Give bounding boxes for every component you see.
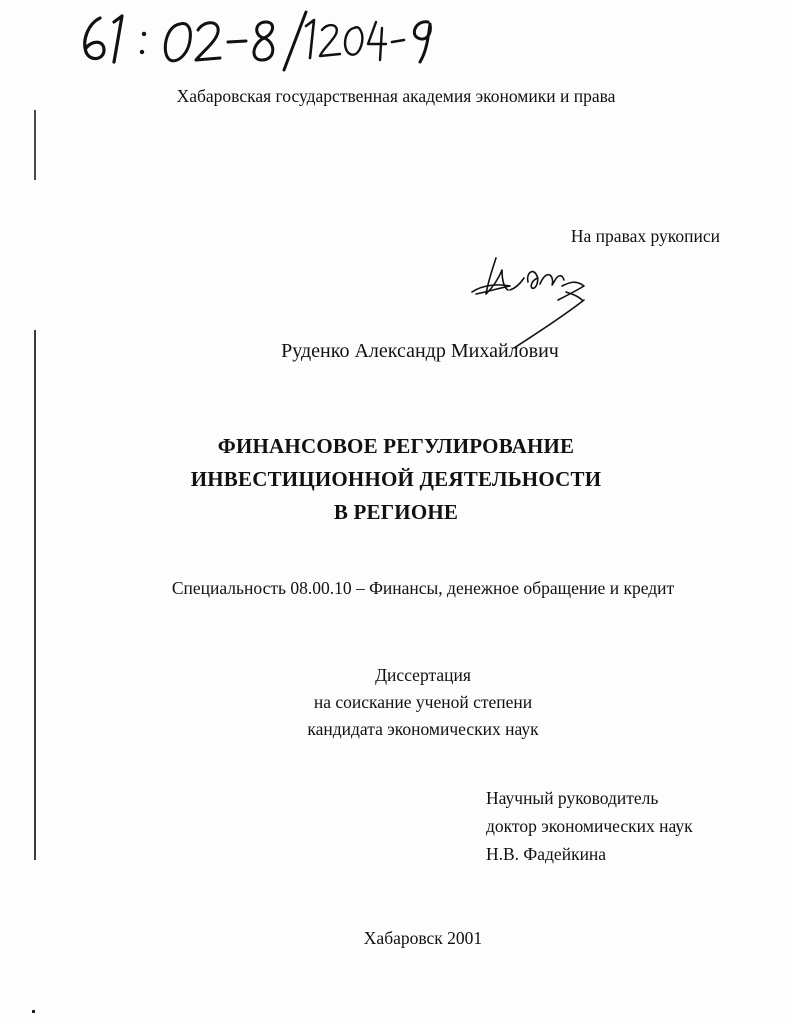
supervisor-name: Н.В. Фадейкина <box>486 844 607 864</box>
dissertation-title <box>0 430 792 529</box>
degree-line: на соискание ученой степени <box>313 692 533 712</box>
supervisor-role: Научный руководитель <box>486 788 659 808</box>
title-line: ИНВЕСТИЦИОННОЙ ДЕЯТЕЛЬНОСТИ <box>190 467 602 491</box>
city-and-year: Хабаровск 2001 <box>363 928 483 948</box>
author-name: Руденко Александр Михайлович <box>281 340 559 362</box>
author-signature <box>466 244 596 354</box>
scan-binding-edge <box>34 110 36 180</box>
handwritten-archive-number <box>70 4 450 74</box>
degree-statement <box>0 662 792 743</box>
degree-line: кандидата экономических наук <box>307 719 539 739</box>
scientific-supervisor <box>486 784 693 868</box>
scan-artifact <box>32 1010 35 1013</box>
title-line: ФИНАНСОВОЕ РЕГУЛИРОВАНИЕ <box>217 434 575 458</box>
institution-name: Хабаровская государственная академия экономики и права <box>176 86 616 106</box>
specialty-line: Специальность 08.00.10 – Финансы, денежное обращение и кредит <box>171 578 675 598</box>
degree-line: Диссертация <box>375 665 471 685</box>
supervisor-degree: доктор экономических наук <box>486 816 693 836</box>
title-line: В РЕГИОНЕ <box>333 500 459 524</box>
manuscript-rights-note: На правах рукописи <box>570 226 720 246</box>
